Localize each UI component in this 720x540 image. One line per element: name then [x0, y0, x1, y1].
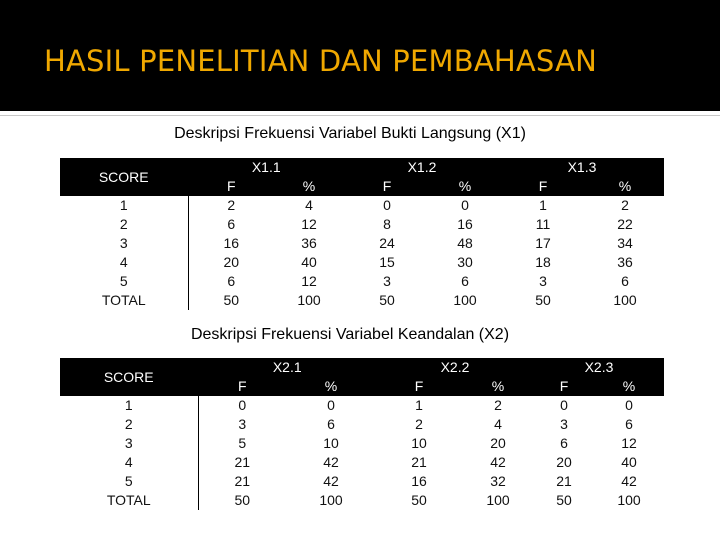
table-row	[60, 472, 664, 491]
table-row	[60, 396, 664, 415]
value-cell: 4	[494, 416, 502, 432]
value-cell: 21	[234, 473, 251, 489]
value-cell: 6	[560, 435, 568, 451]
score-cell: TOTAL	[60, 291, 188, 310]
sub-header: F	[198, 377, 286, 396]
title-bar	[0, 0, 720, 118]
score-cell: 3	[60, 234, 188, 253]
sub-header: F	[188, 177, 274, 196]
group-header: X2.2	[376, 358, 534, 377]
sub-header: F	[344, 177, 430, 196]
value-cell: 50	[535, 292, 551, 308]
table-row	[60, 234, 664, 253]
value-cell: 2	[621, 197, 629, 213]
table-row	[60, 272, 664, 291]
table-row	[60, 215, 664, 234]
sub-header: F	[500, 177, 586, 196]
value-cell: 42	[323, 454, 339, 470]
value-cell: 6	[621, 273, 629, 289]
value-cell: 21	[234, 454, 251, 470]
value-cell: 36	[617, 254, 633, 270]
value-cell: 18	[535, 254, 551, 270]
value-cell: 48	[457, 235, 473, 251]
score-header: SCORE	[60, 158, 188, 196]
value-cell: 6	[327, 416, 335, 432]
frequency-table-x2	[60, 358, 664, 510]
value-cell: 8	[383, 216, 391, 232]
value-cell: 42	[621, 473, 637, 489]
value-cell: 50	[234, 492, 251, 508]
value-cell: 100	[486, 492, 510, 508]
value-cell: 30	[457, 254, 473, 270]
score-cell: 2	[60, 415, 198, 434]
value-cell: 20	[223, 254, 240, 270]
value-cell: 15	[379, 254, 395, 270]
score-header: SCORE	[60, 358, 198, 396]
value-cell: 3	[238, 416, 247, 432]
sub-header: F	[534, 377, 594, 396]
table1-caption: Deskripsi Frekuensi Variabel Bukti Langsung (X1)	[174, 125, 526, 142]
score-cell: 1	[60, 196, 188, 215]
value-cell: 2	[415, 416, 423, 432]
score-cell: 4	[60, 453, 198, 472]
group-header: X1.1	[188, 158, 344, 177]
value-cell: 0	[238, 397, 247, 413]
group-header: X1.3	[500, 158, 664, 177]
value-cell: 0	[327, 397, 335, 413]
value-cell: 100	[617, 492, 641, 508]
sub-header: %	[274, 177, 344, 196]
value-cell: 36	[301, 235, 317, 251]
sub-header: %	[462, 377, 534, 396]
value-cell: 2	[494, 397, 502, 413]
table-row	[60, 196, 664, 215]
value-cell: 24	[379, 235, 395, 251]
value-cell: 22	[617, 216, 633, 232]
table-row	[60, 415, 664, 434]
sub-header: F	[376, 377, 462, 396]
value-cell: 40	[621, 454, 637, 470]
value-cell: 5	[238, 435, 247, 451]
value-cell: 1	[539, 197, 547, 213]
score-cell: TOTAL	[60, 491, 198, 510]
value-cell: 17	[535, 235, 551, 251]
value-cell: 20	[556, 454, 572, 470]
value-cell: 12	[301, 273, 317, 289]
value-cell: 6	[625, 416, 633, 432]
score-cell: 4	[60, 253, 188, 272]
slide-title: HASIL PENELITIAN DAN PEMBAHASAN	[44, 44, 597, 78]
sub-header: %	[594, 377, 664, 396]
table-row	[60, 453, 664, 472]
value-cell: 100	[613, 292, 637, 308]
value-cell: 6	[461, 273, 469, 289]
value-cell: 0	[560, 397, 568, 413]
value-cell: 0	[625, 397, 633, 413]
score-cell: 3	[60, 434, 198, 453]
table-row	[60, 434, 664, 453]
value-cell: 100	[453, 292, 477, 308]
value-cell: 10	[411, 435, 427, 451]
value-cell: 50	[379, 292, 395, 308]
table-row	[60, 253, 664, 272]
group-header: X2.1	[198, 358, 376, 377]
value-cell: 21	[411, 454, 427, 470]
score-cell: 2	[60, 215, 188, 234]
value-cell: 0	[383, 197, 391, 213]
divider-line	[0, 115, 720, 116]
value-cell: 16	[223, 235, 240, 251]
value-cell: 12	[301, 216, 317, 232]
table-row	[60, 291, 664, 310]
table2-caption: Deskripsi Frekuensi Variabel Keandalan (X2)	[190, 326, 510, 343]
group-header: X1.2	[344, 158, 500, 177]
value-cell: 100	[297, 292, 321, 308]
value-cell: 50	[223, 292, 240, 308]
value-cell: 12	[621, 435, 637, 451]
table-header-row	[60, 158, 664, 177]
value-cell: 21	[556, 473, 572, 489]
value-cell: 3	[539, 273, 547, 289]
value-cell: 4	[305, 197, 313, 213]
group-header: X2.3	[534, 358, 664, 377]
value-cell: 50	[411, 492, 427, 508]
value-cell: 10	[323, 435, 339, 451]
value-cell: 50	[556, 492, 572, 508]
value-cell: 3	[560, 416, 568, 432]
value-cell: 32	[490, 473, 506, 489]
score-cell: 5	[60, 472, 198, 491]
value-cell: 0	[461, 197, 469, 213]
value-cell: 42	[323, 473, 339, 489]
value-cell: 6	[227, 273, 236, 289]
sub-header: %	[586, 177, 664, 196]
frequency-table-x1	[60, 158, 664, 310]
value-cell: 6	[227, 216, 236, 232]
value-cell: 16	[457, 216, 473, 232]
value-cell: 16	[411, 473, 427, 489]
table-header-row	[60, 358, 664, 377]
value-cell: 40	[301, 254, 317, 270]
value-cell: 1	[415, 397, 423, 413]
value-cell: 100	[319, 492, 343, 508]
score-cell: 1	[60, 396, 198, 415]
value-cell: 34	[617, 235, 633, 251]
value-cell: 42	[490, 454, 506, 470]
value-cell: 20	[490, 435, 506, 451]
value-cell: 2	[227, 197, 236, 213]
score-cell: 5	[60, 272, 188, 291]
table-row	[60, 491, 664, 510]
value-cell: 3	[383, 273, 391, 289]
sub-header: %	[286, 377, 376, 396]
sub-header: %	[430, 177, 500, 196]
value-cell: 11	[535, 216, 551, 232]
